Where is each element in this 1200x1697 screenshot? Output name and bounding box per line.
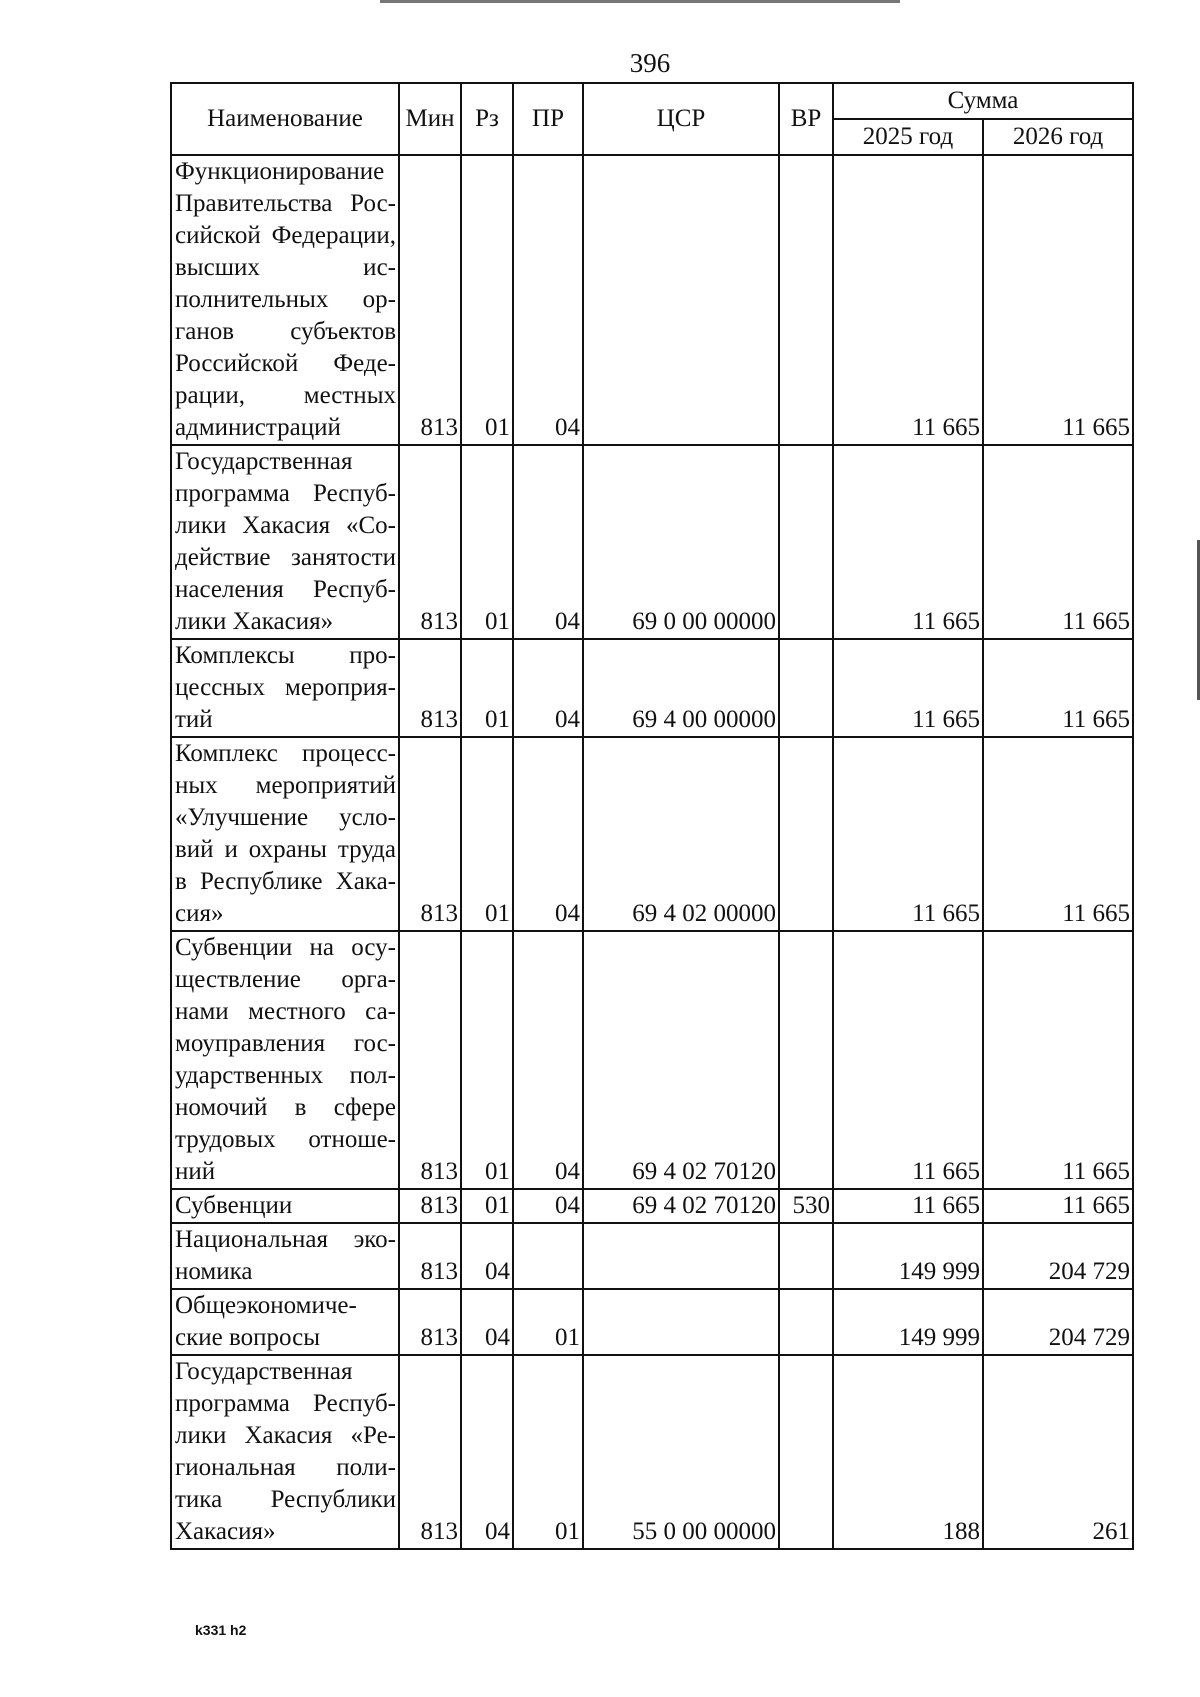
- row-min: 813: [399, 1189, 461, 1223]
- row-rz: 01: [461, 737, 513, 931]
- header-row-1: [171, 83, 1133, 119]
- row-pr: 04: [513, 639, 583, 737]
- header-vr: ВР: [779, 83, 833, 155]
- header-pr: ПР: [513, 83, 583, 155]
- row-name: Субвенции: [171, 1189, 399, 1223]
- row-pr: [513, 1223, 583, 1289]
- row-min: 813: [399, 737, 461, 931]
- row-sum-2026: 11 665: [983, 639, 1133, 737]
- row-sum-2025: 188: [833, 1355, 983, 1549]
- header-min: Мин: [399, 83, 461, 155]
- budget-table: [170, 82, 1134, 1550]
- row-name: Комплекс процессных мероприятий «Улучшение условий и охраны труда в Республике Хакасия»: [171, 737, 399, 931]
- row-vr: 530: [779, 1189, 833, 1223]
- header-name: Наименование: [171, 83, 399, 155]
- row-rz: 01: [461, 931, 513, 1189]
- row-vr: [779, 737, 833, 931]
- row-vr: [779, 639, 833, 737]
- header-rz: Рз: [461, 83, 513, 155]
- row-min: 813: [399, 1223, 461, 1289]
- row-sum-2025: 149 999: [833, 1289, 983, 1355]
- row-rz: 01: [461, 1189, 513, 1223]
- row-csr: [583, 1223, 779, 1289]
- row-sum-2026: 204 729: [983, 1223, 1133, 1289]
- row-sum-2026: 204 729: [983, 1289, 1133, 1355]
- row-min: 813: [399, 1355, 461, 1549]
- page-number: 396: [629, 48, 671, 78]
- row-name: Государственная программа Республики Хакасия «Содействие занятости населения Республики Хакасия»: [171, 445, 399, 639]
- row-sum-2025: 11 665: [833, 639, 983, 737]
- row-pr: 04: [513, 155, 583, 445]
- row-pr: 01: [513, 1289, 583, 1355]
- header-year-2026: 2026 год: [983, 119, 1133, 155]
- row-vr: [779, 931, 833, 1189]
- table-row: [171, 1289, 1133, 1355]
- row-min: 813: [399, 445, 461, 639]
- row-rz: 01: [461, 639, 513, 737]
- row-sum-2026: 11 665: [983, 445, 1133, 639]
- table-row: [171, 931, 1133, 1189]
- scan-edge-mark: [380, 0, 900, 3]
- row-name: Комплексы процессных мероприятий: [171, 639, 399, 737]
- row-name: Субвенции на осуществление органами местного самоуправления государственных полномочий в сфере трудовых отношений: [171, 931, 399, 1189]
- row-sum-2025: 149 999: [833, 1223, 983, 1289]
- row-rz: 04: [461, 1223, 513, 1289]
- row-pr: 01: [513, 1355, 583, 1549]
- row-csr: 69 4 02 00000: [583, 737, 779, 931]
- row-vr: [779, 445, 833, 639]
- table-row: [171, 1355, 1133, 1549]
- row-pr: 04: [513, 445, 583, 639]
- row-pr: 04: [513, 931, 583, 1189]
- row-csr: 69 0 00 00000: [583, 445, 779, 639]
- row-rz: 01: [461, 445, 513, 639]
- row-rz: 01: [461, 155, 513, 445]
- row-sum-2026: 261: [983, 1355, 1133, 1549]
- row-csr: 69 4 02 70120: [583, 1189, 779, 1223]
- header-sum: Сумма: [833, 83, 1133, 119]
- row-vr: [779, 1223, 833, 1289]
- row-csr: 69 4 02 70120: [583, 931, 779, 1189]
- row-min: 813: [399, 155, 461, 445]
- table-row: [171, 155, 1133, 445]
- row-csr: 55 0 00 00000: [583, 1355, 779, 1549]
- row-sum-2025: 11 665: [833, 737, 983, 931]
- row-rz: 04: [461, 1289, 513, 1355]
- row-csr: [583, 155, 779, 445]
- row-sum-2025: 11 665: [833, 1189, 983, 1223]
- row-rz: 04: [461, 1355, 513, 1549]
- row-name: Функционирование Правительства Российской Федерации, высших исполнительных органов субъектов Российской Федерации, местных администраций: [171, 155, 399, 445]
- row-name: Национальная экономика: [171, 1223, 399, 1289]
- row-name: Государственная программа Республики Хакасия «Региональная политика Республики Хакасия»: [171, 1355, 399, 1549]
- row-name: Общеэкономические вопросы: [171, 1289, 399, 1355]
- row-sum-2026: 11 665: [983, 155, 1133, 445]
- header-csr: ЦСР: [583, 83, 779, 155]
- row-csr: [583, 1289, 779, 1355]
- row-sum-2026: 11 665: [983, 931, 1133, 1189]
- row-min: 813: [399, 639, 461, 737]
- table-row: [171, 445, 1133, 639]
- header-year-2025: 2025 год: [833, 119, 983, 155]
- table-row: [171, 1189, 1133, 1223]
- row-sum-2025: 11 665: [833, 931, 983, 1189]
- row-pr: 04: [513, 737, 583, 931]
- row-sum-2025: 11 665: [833, 445, 983, 639]
- row-min: 813: [399, 1289, 461, 1355]
- row-sum-2026: 11 665: [983, 737, 1133, 931]
- row-vr: [779, 155, 833, 445]
- table-row: [171, 639, 1133, 737]
- footer-code: k331 h2: [195, 1622, 247, 1638]
- row-min: 813: [399, 931, 461, 1189]
- row-vr: [779, 1289, 833, 1355]
- row-csr: 69 4 00 00000: [583, 639, 779, 737]
- row-pr: 04: [513, 1189, 583, 1223]
- table-row: [171, 737, 1133, 931]
- table-row: [171, 1223, 1133, 1289]
- row-sum-2026: 11 665: [983, 1189, 1133, 1223]
- row-vr: [779, 1355, 833, 1549]
- row-sum-2025: 11 665: [833, 155, 983, 445]
